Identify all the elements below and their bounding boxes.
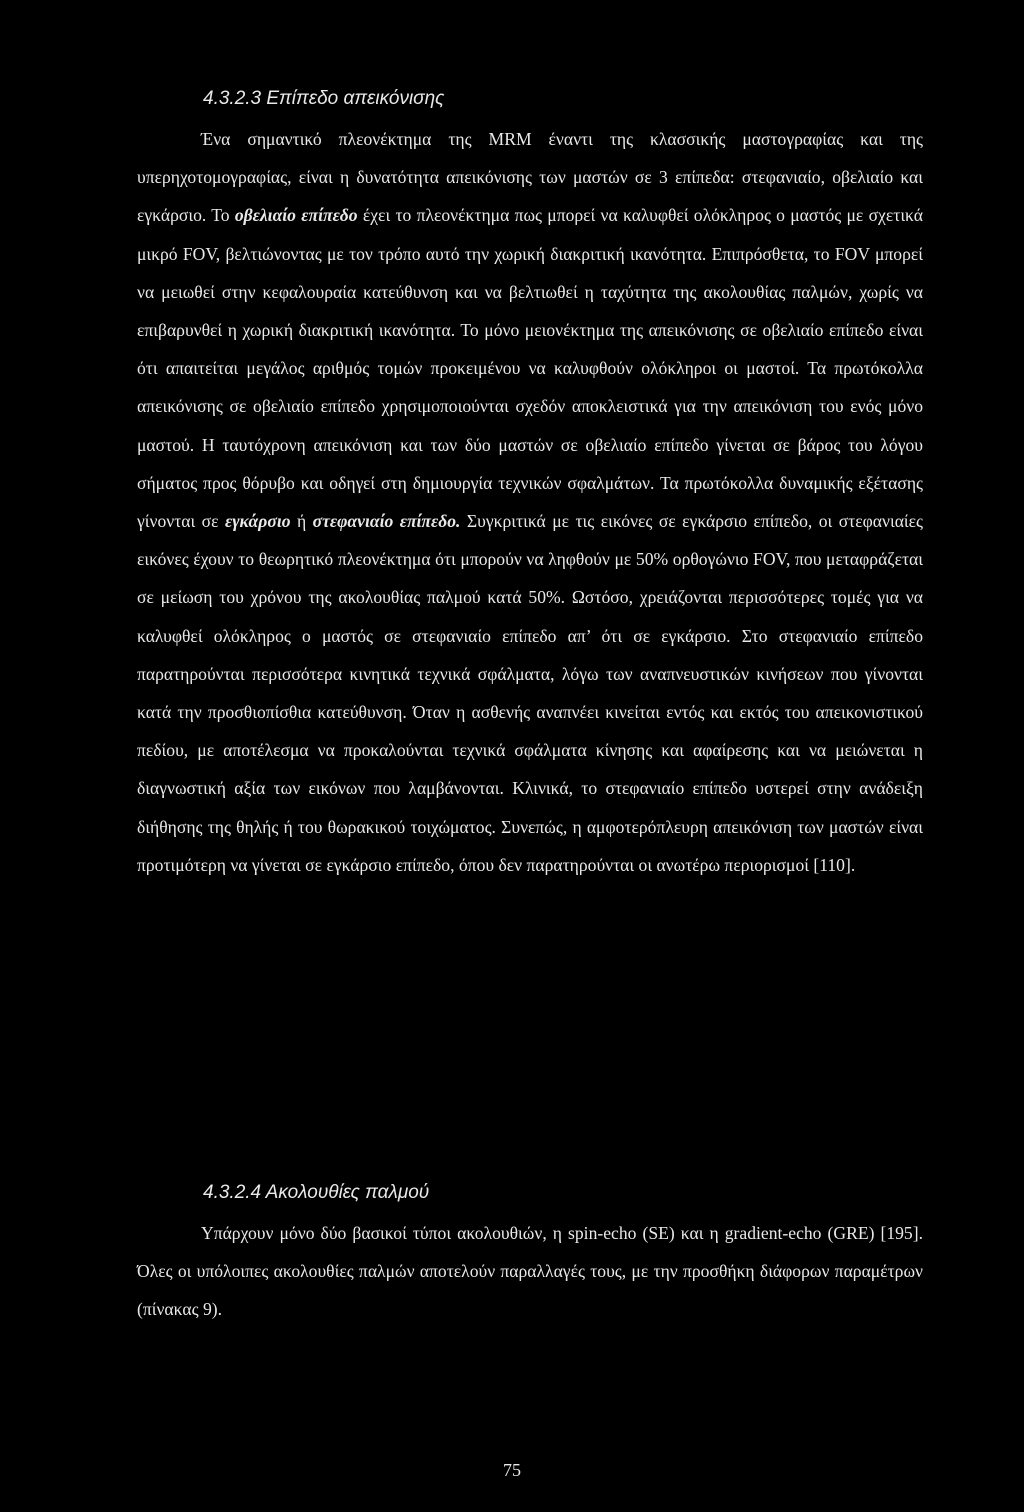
emphasis-coronal-plane: στεφανιαίο επίπεδο. xyxy=(312,511,461,532)
paragraph-pulse-sequences xyxy=(137,1214,923,1329)
paragraph-text: Υπάρχουν μόνο δύο βασικοί τύποι ακολουθιών, η spin-echo (SE) και η gradient-echo (GRE) [195]. Όλες οι υπόλοιπες ακολουθίες παλμών αποτελούν παραλλαγές τους, με την προσθήκη διάφορων παραμέτρων (πίνακας 9). xyxy=(137,1223,923,1320)
paragraph-text: Συγκριτικά με τις εικόνες σε εγκάρσιο επίπεδο, οι στεφανιαίες εικόνες έχουν το θεωρητικό πλεονέκτημα ότι μπορούν να ληφθούν με 50% ορθογώνιο FOV, που μεταφράζεται σε μείωση του χρόνου της ακολουθίας παλμού κατά 50%. Ωστόσο, χρειάζονται περισσότερες τομές για να καλυφθεί ολόκληρος ο μαστός σε στεφανιαίο επίπεδο απ’ ότι σε εγκάρσιο. Στο στεφανιαίο επίπεδο παρατηρούνται περισσότερα κινητικά τεχνικά σφάλματα, λόγω των αναπνευστικών κινήσεων που γίνονται κατά την προσθιοπίσθια κατεύθυνση. Όταν η ασθενής αναπνέει κινείται εντός και εκτός του απεικονιστικού πεδίου, με αποτέλεσμα να προκαλούνται τεχνικά σφάλματα κίνησης και αφαίρεσης και να μειώνεται η διαγνωστική αξία των εικόνων που λαμβάνονται. Κλινικά, το στεφανιαίο επίπεδο υστερεί στην ανάδειξη διήθησης της θηλής ή του θωρακικού τοιχώματος. Συνεπώς, η αμφοτερόπλευρη απεικόνιση των μαστών είναι προτιμότερη να γίνεται σε εγκάρσιο επίπεδο, όπου δεν παρατηρούνται οι ανωτέρω περιορισμοί [110]. xyxy=(137,511,923,875)
paragraph-text: Ένα σημαντικό πλεονέκτημα της MRM έναντι της κλασσικής μαστογραφίας και της υπερηχοτομογραφίας, είναι η δυνατότητα απεικόνισης των μαστών σε 3 επίπεδα: στεφανιαίο, οβελιαίο και εγκάρσιο. Το xyxy=(137,129,923,226)
section-heading-pulse-sequences: 4.3.2.4 Ακολουθίες παλμού xyxy=(203,1182,430,1203)
paragraph-imaging-plane xyxy=(137,120,923,884)
page-number: 75 xyxy=(503,1460,521,1480)
emphasis-axial: εγκάρσιο xyxy=(225,511,291,532)
paragraph-text: έχει το πλεονέκτημα πως μπορεί να καλυφθεί ολόκληρος ο μαστός με σχετικά μικρό FOV, βελτιώνοντας με τον τρόπο αυτό την χωρική διακριτική ικανότητα. Επιπρόσθετα, το FOV μπορεί να μειωθεί στην κεφαλουραία κατεύθυνση και να βελτιωθεί η ταχύτητα της ακολουθίας παλμών, χωρίς να επιβαρυνθεί η χωρική διακριτική ικανότητα. Το μόνο μειονέκτημα της απεικόνισης σε οβελιαίο επίπεδο είναι ότι απαιτείται μεγάλος αριθμός τομών προκειμένου να καλυφθούν ολόκληροι οι μαστοί. Τα πρωτόκολλα απεικόνισης σε οβελιαίο επίπεδο χρησιμοποιούνται σχεδόν αποκλειστικά για την απεικόνιση του ενός μόνο μαστού. Η ταυτόχρονη απεικόνιση και των δύο μαστών σε οβελιαίο επίπεδο γίνεται σε βάρος του λόγου σήματος προς θόρυβο και οδηγεί στη δημιουργία τεχνικών σφαλμάτων. Τα πρωτόκολλα δυναμικής εξέτασης γίνονται σε xyxy=(137,205,923,532)
paragraph-text: ή xyxy=(290,511,313,532)
emphasis-sagittal-plane: οβελιαίο επίπεδο xyxy=(234,205,358,226)
section-heading-imaging-plane: 4.3.2.3 Επίπεδο απεικόνισης xyxy=(203,88,445,109)
